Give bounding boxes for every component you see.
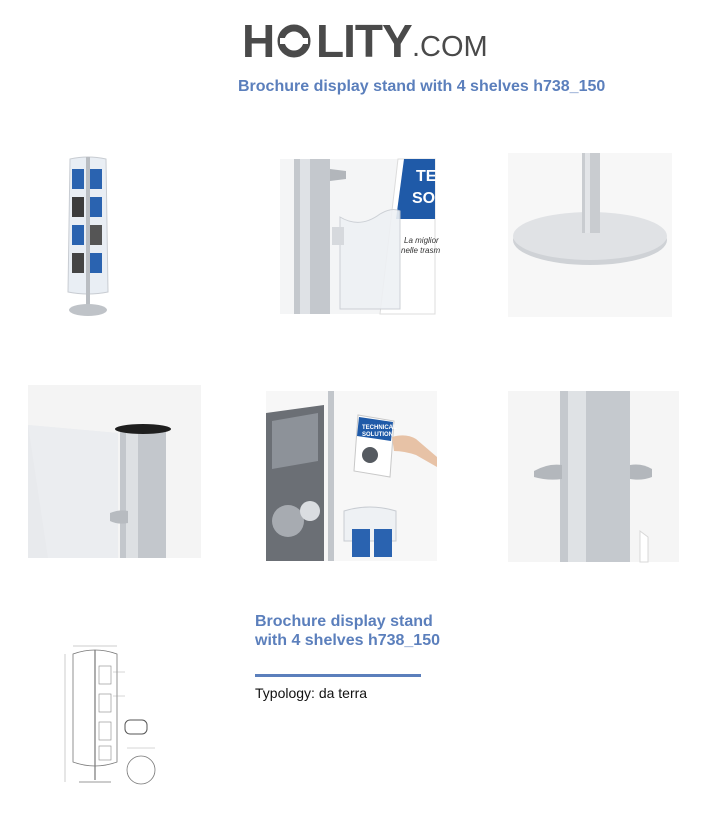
- pole-top-illustration: [28, 385, 201, 558]
- product-image-pole-pocket[interactable]: [280, 159, 441, 314]
- product-image-hand-brochure[interactable]: [266, 391, 437, 561]
- technical-drawing-illustration: [55, 642, 165, 790]
- brochure-text-te: TE: [416, 168, 437, 185]
- product-image-full-stand[interactable]: [60, 157, 116, 320]
- clip-illustration: [508, 391, 679, 562]
- description-divider: [255, 674, 421, 677]
- logo-letter-h: H: [242, 15, 275, 67]
- brochure-text-nelle: nelle trasm: [401, 246, 441, 255]
- product-image-base[interactable]: [508, 153, 672, 317]
- pole-pocket-illustration: [280, 159, 441, 314]
- typology-text: Typology: da terra: [255, 685, 368, 701]
- base-illustration: [508, 153, 672, 317]
- logo-letters: LITY: [316, 15, 412, 67]
- brochure-technical: TECHNICAL: [362, 425, 397, 431]
- brochure-solution: SOLUTION: [362, 432, 393, 438]
- product-image-clip[interactable]: [508, 391, 679, 562]
- hand-brochure-illustration: [266, 391, 437, 561]
- holity-logo[interactable]: [242, 15, 488, 67]
- page-title: Brochure display stand with 4 shelves h738_150: [238, 78, 606, 95]
- stand-illustration: [60, 157, 116, 320]
- brochure-text-so: SO: [412, 190, 436, 207]
- product-image-pole-top[interactable]: [28, 385, 201, 558]
- brochure-text-la: La miglior: [404, 236, 439, 245]
- product-image-technical-drawing[interactable]: [55, 642, 165, 790]
- description-title: Brochure display stand with 4 shelves h738_150: [255, 613, 440, 649]
- logo-tld: .COM: [412, 31, 488, 63]
- logo-o-ring-icon: [277, 24, 311, 58]
